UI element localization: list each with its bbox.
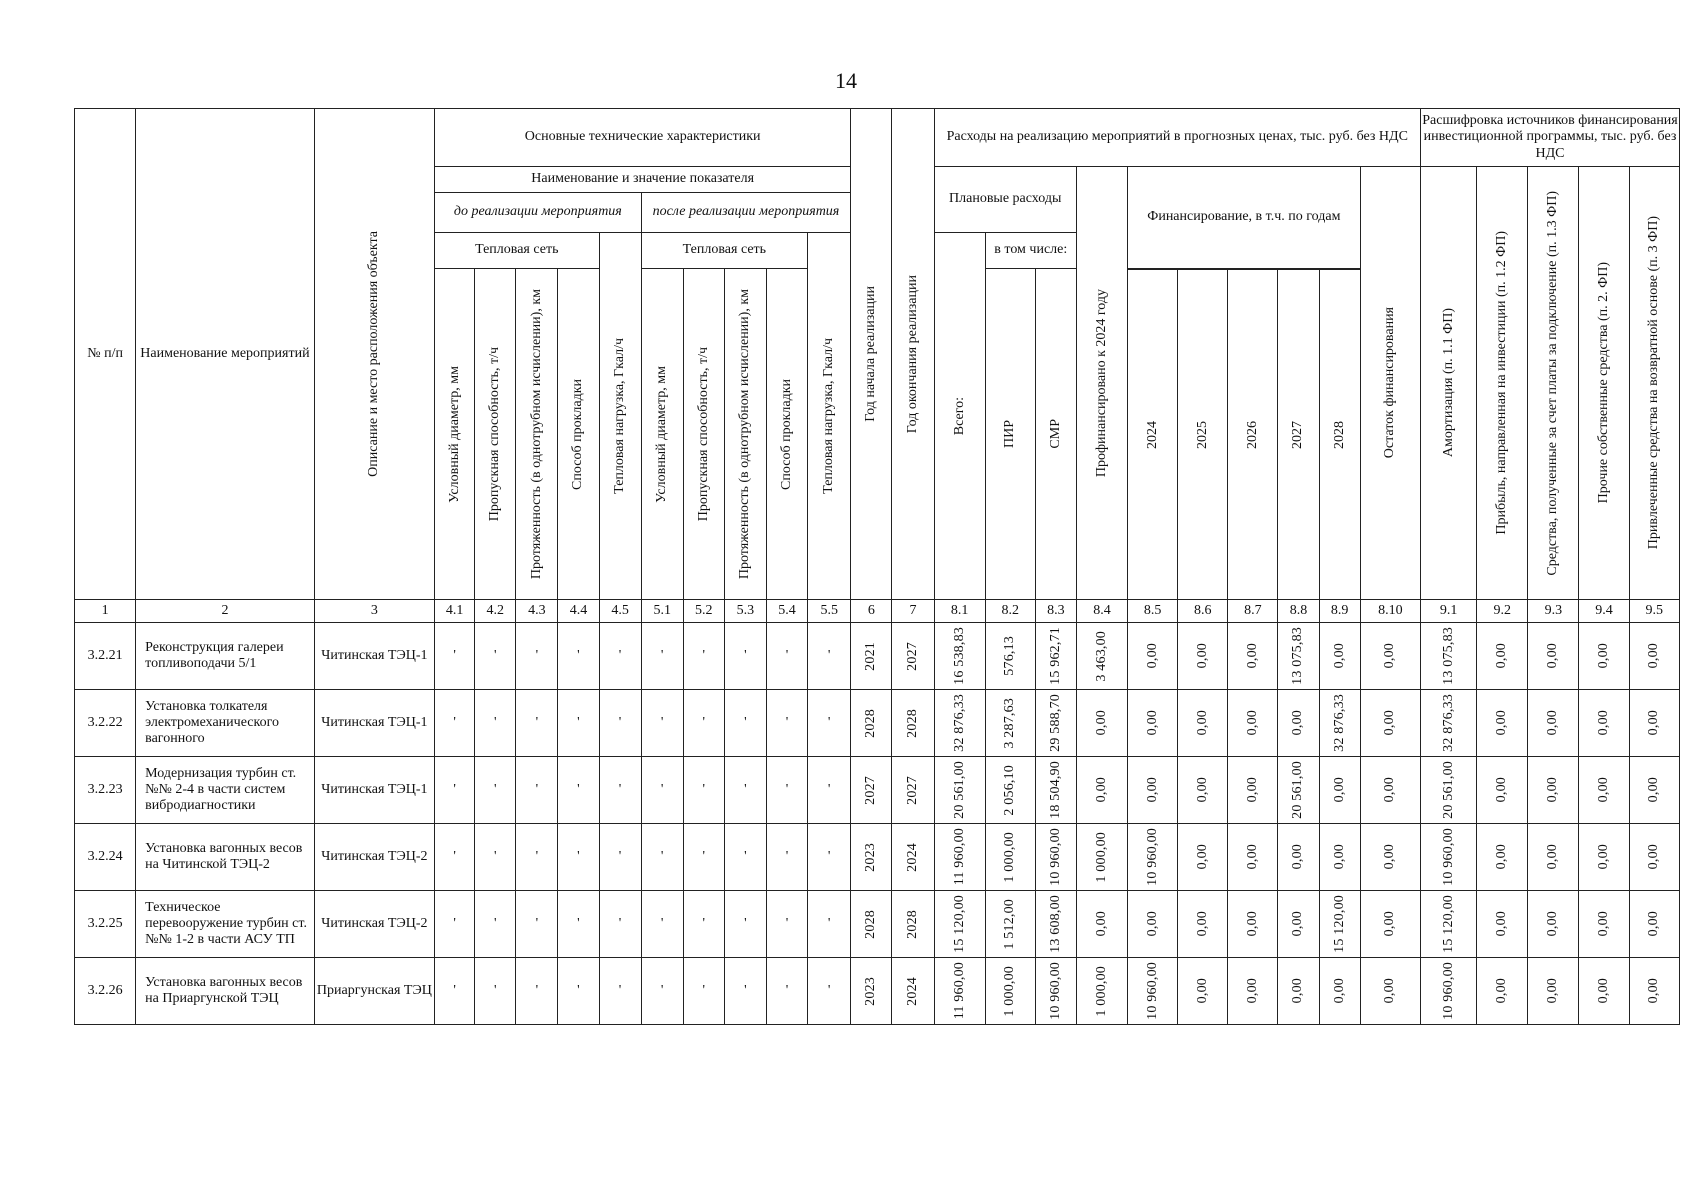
row-num: 3.2.22 bbox=[75, 690, 136, 757]
cell-y2026: 0,00 bbox=[1228, 958, 1278, 1025]
cell-s93: 0,00 bbox=[1528, 958, 1579, 1025]
cell-total: 32 876,33 bbox=[934, 690, 985, 757]
header-prefinanced: Профинансировано к 2024 году bbox=[1076, 167, 1127, 600]
cell-pir: 2 056,10 bbox=[985, 757, 1035, 824]
column-number: 8.6 bbox=[1178, 600, 1228, 623]
tech-value: ' bbox=[766, 623, 807, 690]
header-including: в том числе: bbox=[985, 233, 1076, 269]
cell-end: 2028 bbox=[892, 891, 934, 958]
row-name: Установка вагонных весов на Приаргунской ТЭЦ bbox=[136, 958, 315, 1025]
row-place: Читинская ТЭЦ-1 bbox=[314, 623, 434, 690]
header-remainder: Остаток финансирования bbox=[1360, 167, 1420, 600]
header-capacity-after: Пропускная способность, т/ч bbox=[683, 269, 724, 600]
cell-y2025: 0,00 bbox=[1178, 690, 1228, 757]
column-number: 9.2 bbox=[1477, 600, 1528, 623]
cell-s93: 0,00 bbox=[1528, 757, 1579, 824]
tech-value: ' bbox=[641, 958, 683, 1025]
tech-value: ' bbox=[475, 824, 516, 891]
cell-total: 16 538,83 bbox=[934, 623, 985, 690]
cell-y2025: 0,00 bbox=[1178, 757, 1228, 824]
table-row bbox=[75, 757, 1680, 824]
cell-y2026: 0,00 bbox=[1228, 824, 1278, 891]
header-2027: 2027 bbox=[1278, 270, 1319, 600]
cell-s91: 15 120,00 bbox=[1420, 891, 1476, 958]
cell-end: 2024 bbox=[892, 958, 934, 1025]
cell-total: 11 960,00 bbox=[934, 958, 985, 1025]
tech-value: ' bbox=[516, 958, 558, 1025]
header-load-before: Тепловая нагрузка, Гкал/ч bbox=[599, 233, 641, 600]
row-name: Модернизация турбин ст. №№ 2-4 в части систем вибродиагностики bbox=[136, 757, 315, 824]
tech-value: ' bbox=[641, 690, 683, 757]
tech-value: ' bbox=[558, 690, 599, 757]
row-num: 3.2.23 bbox=[75, 757, 136, 824]
column-number-row bbox=[75, 600, 1680, 623]
header-heat-net-before: Тепловая сеть bbox=[435, 233, 599, 269]
tech-value: ' bbox=[516, 757, 558, 824]
cell-y2026: 0,00 bbox=[1228, 690, 1278, 757]
header-2026: 2026 bbox=[1228, 270, 1278, 600]
tech-value: ' bbox=[808, 690, 851, 757]
cell-s94: 0,00 bbox=[1579, 958, 1629, 1025]
cell-smr: 13 608,00 bbox=[1035, 891, 1076, 958]
cell-end: 2028 bbox=[892, 690, 934, 757]
header-capacity-before: Пропускная способность, т/ч bbox=[475, 269, 516, 600]
column-number: 7 bbox=[892, 600, 934, 623]
column-number: 3 bbox=[314, 600, 434, 623]
cell-total: 20 561,00 bbox=[934, 757, 985, 824]
cell-y2027: 0,00 bbox=[1278, 824, 1319, 891]
tech-value: ' bbox=[641, 623, 683, 690]
header-total: Всего: bbox=[934, 233, 985, 600]
cell-y2027: 20 561,00 bbox=[1278, 757, 1319, 824]
tech-value: ' bbox=[599, 623, 641, 690]
header-s94: Прочие собственные средства (п. 2. ФП) bbox=[1579, 167, 1629, 600]
cell-pir: 1 000,00 bbox=[985, 958, 1035, 1025]
row-place: Читинская ТЭЦ-1 bbox=[314, 757, 434, 824]
header-costs: Расходы на реализацию мероприятий в прогнозных ценах, тыс. руб. без НДС bbox=[934, 109, 1420, 167]
table-row bbox=[75, 690, 1680, 757]
header-length-before: Протяженность (в однотрубном исчислении), км bbox=[516, 269, 558, 600]
tech-value: ' bbox=[558, 824, 599, 891]
cell-end: 2027 bbox=[892, 623, 934, 690]
row-place: Читинская ТЭЦ-1 bbox=[314, 690, 434, 757]
column-number: 1 bbox=[75, 600, 136, 623]
tech-value: ' bbox=[475, 757, 516, 824]
cell-s91: 10 960,00 bbox=[1420, 958, 1476, 1025]
tech-value: ' bbox=[683, 958, 724, 1025]
cell-y2025: 0,00 bbox=[1178, 958, 1228, 1025]
row-place: Читинская ТЭЦ-2 bbox=[314, 891, 434, 958]
cell-s92: 0,00 bbox=[1477, 824, 1528, 891]
column-number: 4.4 bbox=[558, 600, 599, 623]
cell-pir: 1 000,00 bbox=[985, 824, 1035, 891]
cell-smr: 29 588,70 bbox=[1035, 690, 1076, 757]
cell-rest: 0,00 bbox=[1360, 690, 1420, 757]
tech-value: ' bbox=[475, 891, 516, 958]
row-name: Установка толкателя электромеханического вагонного bbox=[136, 690, 315, 757]
cell-pre: 1 000,00 bbox=[1076, 958, 1127, 1025]
cell-pre: 0,00 bbox=[1076, 757, 1127, 824]
column-number: 5.4 bbox=[766, 600, 807, 623]
column-number: 4.2 bbox=[475, 600, 516, 623]
cell-total: 15 120,00 bbox=[934, 891, 985, 958]
cell-s95: 0,00 bbox=[1629, 690, 1679, 757]
tech-value: ' bbox=[724, 757, 766, 824]
header-indicator: Наименование и значение показателя bbox=[435, 167, 851, 193]
cell-end: 2024 bbox=[892, 824, 934, 891]
header-sources: Расшифровка источников финансирования инвестиционной программы, тыс. руб. без НДС bbox=[1420, 109, 1679, 167]
tech-value: ' bbox=[599, 690, 641, 757]
cell-y2028: 0,00 bbox=[1319, 824, 1360, 891]
tech-value: ' bbox=[766, 757, 807, 824]
cell-y2024: 10 960,00 bbox=[1128, 824, 1178, 891]
cell-s94: 0,00 bbox=[1579, 690, 1629, 757]
cell-start: 2023 bbox=[851, 958, 892, 1025]
cell-s95: 0,00 bbox=[1629, 623, 1679, 690]
cell-y2026: 0,00 bbox=[1228, 891, 1278, 958]
tech-value: ' bbox=[475, 958, 516, 1025]
tech-value: ' bbox=[724, 958, 766, 1025]
cell-s91: 13 075,83 bbox=[1420, 623, 1476, 690]
cell-pre: 0,00 bbox=[1076, 891, 1127, 958]
tech-value: ' bbox=[599, 824, 641, 891]
cell-s92: 0,00 bbox=[1477, 958, 1528, 1025]
row-name: Реконструкция галереи топливоподачи 5/1 bbox=[136, 623, 315, 690]
tech-value: ' bbox=[435, 623, 475, 690]
cell-pre: 1 000,00 bbox=[1076, 824, 1127, 891]
header-2028: 2028 bbox=[1319, 270, 1360, 600]
header-2025: 2025 bbox=[1178, 270, 1228, 600]
header-financing: Финансирование, в т.ч. по годам bbox=[1128, 167, 1361, 269]
column-number: 2 bbox=[136, 600, 315, 623]
table-row bbox=[75, 891, 1680, 958]
tech-value: ' bbox=[516, 623, 558, 690]
tech-value: ' bbox=[724, 891, 766, 958]
cell-y2028: 0,00 bbox=[1319, 958, 1360, 1025]
header-laying-after: Способ прокладки bbox=[766, 269, 807, 600]
row-place: Читинская ТЭЦ-2 bbox=[314, 824, 434, 891]
column-number: 8.3 bbox=[1035, 600, 1076, 623]
cell-y2024: 0,00 bbox=[1128, 690, 1178, 757]
column-number: 8.8 bbox=[1278, 600, 1319, 623]
page-number: 14 bbox=[835, 68, 857, 93]
cell-y2024: 0,00 bbox=[1128, 757, 1178, 824]
tech-value: ' bbox=[808, 891, 851, 958]
tech-value: ' bbox=[683, 623, 724, 690]
cell-y2027: 0,00 bbox=[1278, 690, 1319, 757]
cell-s92: 0,00 bbox=[1477, 757, 1528, 824]
cell-smr: 10 960,00 bbox=[1035, 824, 1076, 891]
cell-s95: 0,00 bbox=[1629, 757, 1679, 824]
tech-value: ' bbox=[641, 824, 683, 891]
cell-y2028: 32 876,33 bbox=[1319, 690, 1360, 757]
cell-pir: 1 512,00 bbox=[985, 891, 1035, 958]
cell-s95: 0,00 bbox=[1629, 824, 1679, 891]
header-num: № п/п bbox=[75, 109, 136, 600]
column-number: 8.1 bbox=[934, 600, 985, 623]
cell-y2025: 0,00 bbox=[1178, 891, 1228, 958]
tech-value: ' bbox=[808, 757, 851, 824]
tech-value: ' bbox=[766, 690, 807, 757]
row-place: Приаргунская ТЭЦ bbox=[314, 958, 434, 1025]
header-diameter-before: Условный диаметр, мм bbox=[435, 269, 475, 600]
cell-pre: 0,00 bbox=[1076, 690, 1127, 757]
cell-y2024: 0,00 bbox=[1128, 891, 1178, 958]
header-s95: Привлеченные средства на возвратной основе (п. 3 ФП) bbox=[1629, 167, 1679, 600]
tech-value: ' bbox=[558, 891, 599, 958]
tech-value: ' bbox=[683, 757, 724, 824]
cell-s95: 0,00 bbox=[1629, 891, 1679, 958]
tech-value: ' bbox=[599, 891, 641, 958]
cell-pir: 576,13 bbox=[985, 623, 1035, 690]
cell-y2028: 0,00 bbox=[1319, 623, 1360, 690]
cell-s92: 0,00 bbox=[1477, 891, 1528, 958]
column-number: 8.5 bbox=[1128, 600, 1178, 623]
cell-y2027: 13 075,83 bbox=[1278, 623, 1319, 690]
column-number: 8.10 bbox=[1360, 600, 1420, 623]
cell-smr: 18 504,90 bbox=[1035, 757, 1076, 824]
column-number: 9.4 bbox=[1579, 600, 1629, 623]
header-2024: 2024 bbox=[1128, 270, 1178, 600]
column-number: 6 bbox=[851, 600, 892, 623]
tech-value: ' bbox=[724, 824, 766, 891]
column-number: 5.1 bbox=[641, 600, 683, 623]
column-number: 9.5 bbox=[1629, 600, 1679, 623]
column-number: 5.5 bbox=[808, 600, 851, 623]
row-name: Техническое перевооружение турбин ст. №№ 1-2 в части АСУ ТП bbox=[136, 891, 315, 958]
header-diameter-after: Условный диаметр, мм bbox=[641, 269, 683, 600]
cell-s95: 0,00 bbox=[1629, 958, 1679, 1025]
column-number: 4.1 bbox=[435, 600, 475, 623]
header-smr: СМР bbox=[1035, 269, 1076, 600]
cell-y2025: 0,00 bbox=[1178, 824, 1228, 891]
cell-start: 2027 bbox=[851, 757, 892, 824]
tech-value: ' bbox=[599, 958, 641, 1025]
cell-smr: 15 962,71 bbox=[1035, 623, 1076, 690]
cell-y2025: 0,00 bbox=[1178, 623, 1228, 690]
tech-value: ' bbox=[641, 891, 683, 958]
cell-start: 2021 bbox=[851, 623, 892, 690]
tech-value: ' bbox=[558, 757, 599, 824]
tech-value: ' bbox=[808, 623, 851, 690]
header-s92: Прибыль, направленная на инвестиции (п. 1.2 ФП) bbox=[1477, 167, 1528, 600]
tech-value: ' bbox=[766, 891, 807, 958]
tech-value: ' bbox=[516, 891, 558, 958]
tech-value: ' bbox=[724, 690, 766, 757]
cell-y2027: 0,00 bbox=[1278, 891, 1319, 958]
row-num: 3.2.21 bbox=[75, 623, 136, 690]
cell-rest: 0,00 bbox=[1360, 958, 1420, 1025]
column-number: 5.3 bbox=[724, 600, 766, 623]
tech-value: ' bbox=[724, 623, 766, 690]
cell-s93: 0,00 bbox=[1528, 891, 1579, 958]
cell-s92: 0,00 bbox=[1477, 623, 1528, 690]
tech-value: ' bbox=[435, 891, 475, 958]
header-name: Наименование мероприятий bbox=[136, 109, 315, 600]
cell-s91: 10 960,00 bbox=[1420, 824, 1476, 891]
cell-start: 2023 bbox=[851, 824, 892, 891]
column-number: 8.2 bbox=[985, 600, 1035, 623]
cell-s94: 0,00 bbox=[1579, 891, 1629, 958]
tech-value: ' bbox=[435, 824, 475, 891]
tech-value: ' bbox=[641, 757, 683, 824]
column-number: 8.4 bbox=[1076, 600, 1127, 623]
tech-value: ' bbox=[475, 623, 516, 690]
cell-rest: 0,00 bbox=[1360, 824, 1420, 891]
cell-rest: 0,00 bbox=[1360, 623, 1420, 690]
cell-y2024: 0,00 bbox=[1128, 623, 1178, 690]
column-number: 8.7 bbox=[1228, 600, 1278, 623]
row-num: 3.2.24 bbox=[75, 824, 136, 891]
cell-s93: 0,00 bbox=[1528, 623, 1579, 690]
tech-value: ' bbox=[516, 824, 558, 891]
cell-rest: 0,00 bbox=[1360, 891, 1420, 958]
table-row bbox=[75, 623, 1680, 690]
tech-value: ' bbox=[475, 690, 516, 757]
investment-table bbox=[74, 108, 1680, 1025]
tech-value: ' bbox=[683, 891, 724, 958]
cell-s91: 32 876,33 bbox=[1420, 690, 1476, 757]
cell-s91: 20 561,00 bbox=[1420, 757, 1476, 824]
cell-y2027: 0,00 bbox=[1278, 958, 1319, 1025]
tech-value: ' bbox=[683, 690, 724, 757]
cell-y2024: 10 960,00 bbox=[1128, 958, 1178, 1025]
cell-rest: 0,00 bbox=[1360, 757, 1420, 824]
header-year-end: Год окончания реализации bbox=[892, 109, 934, 600]
tech-value: ' bbox=[435, 958, 475, 1025]
tech-value: ' bbox=[808, 824, 851, 891]
header-s93: Средства, полученные за счет платы за подключение (п. 1.3 ФП) bbox=[1528, 167, 1579, 600]
tech-value: ' bbox=[766, 958, 807, 1025]
column-number: 4.5 bbox=[599, 600, 641, 623]
cell-s93: 0,00 bbox=[1528, 690, 1579, 757]
tech-value: ' bbox=[435, 757, 475, 824]
cell-start: 2028 bbox=[851, 690, 892, 757]
table-row bbox=[75, 824, 1680, 891]
column-number: 8.9 bbox=[1319, 600, 1360, 623]
tech-value: ' bbox=[516, 690, 558, 757]
header-description: Описание и место расположения объекта bbox=[314, 109, 434, 600]
tech-value: ' bbox=[435, 690, 475, 757]
cell-y2028: 0,00 bbox=[1319, 757, 1360, 824]
cell-s93: 0,00 bbox=[1528, 824, 1579, 891]
row-num: 3.2.25 bbox=[75, 891, 136, 958]
row-name: Установка вагонных весов на Читинской ТЭЦ-2 bbox=[136, 824, 315, 891]
cell-pir: 3 287,63 bbox=[985, 690, 1035, 757]
header-before: до реализации мероприятия bbox=[435, 193, 642, 233]
column-number: 9.1 bbox=[1420, 600, 1476, 623]
header-after: после реализации мероприятия bbox=[641, 193, 851, 233]
cell-end: 2027 bbox=[892, 757, 934, 824]
header-load-after: Тепловая нагрузка, Гкал/ч bbox=[808, 233, 851, 600]
tech-value: ' bbox=[683, 824, 724, 891]
tech-value: ' bbox=[558, 623, 599, 690]
cell-pre: 3 463,00 bbox=[1076, 623, 1127, 690]
cell-s92: 0,00 bbox=[1477, 690, 1528, 757]
cell-s94: 0,00 bbox=[1579, 623, 1629, 690]
header-planned: Плановые расходы bbox=[934, 167, 1076, 233]
column-number: 5.2 bbox=[683, 600, 724, 623]
row-num: 3.2.26 bbox=[75, 958, 136, 1025]
header-heat-net-after: Тепловая сеть bbox=[641, 233, 807, 269]
cell-s94: 0,00 bbox=[1579, 824, 1629, 891]
header-s91: Амортизация (п. 1.1 ФП) bbox=[1420, 167, 1476, 600]
header-length-after: Протяженность (в однотрубном исчислении), км bbox=[724, 269, 766, 600]
cell-y2026: 0,00 bbox=[1228, 757, 1278, 824]
tech-value: ' bbox=[558, 958, 599, 1025]
table-row bbox=[75, 958, 1680, 1025]
tech-value: ' bbox=[599, 757, 641, 824]
header-tech: Основные технические характеристики bbox=[435, 109, 851, 167]
cell-start: 2028 bbox=[851, 891, 892, 958]
column-number: 9.3 bbox=[1528, 600, 1579, 623]
tech-value: ' bbox=[766, 824, 807, 891]
header-year-start: Год начала реализации bbox=[851, 109, 892, 600]
cell-y2028: 15 120,00 bbox=[1319, 891, 1360, 958]
cell-total: 11 960,00 bbox=[934, 824, 985, 891]
cell-smr: 10 960,00 bbox=[1035, 958, 1076, 1025]
header-laying-before: Способ прокладки bbox=[558, 269, 599, 600]
cell-s94: 0,00 bbox=[1579, 757, 1629, 824]
column-number: 4.3 bbox=[516, 600, 558, 623]
cell-y2026: 0,00 bbox=[1228, 623, 1278, 690]
tech-value: ' bbox=[808, 958, 851, 1025]
header-pir: ПИР bbox=[985, 269, 1035, 600]
